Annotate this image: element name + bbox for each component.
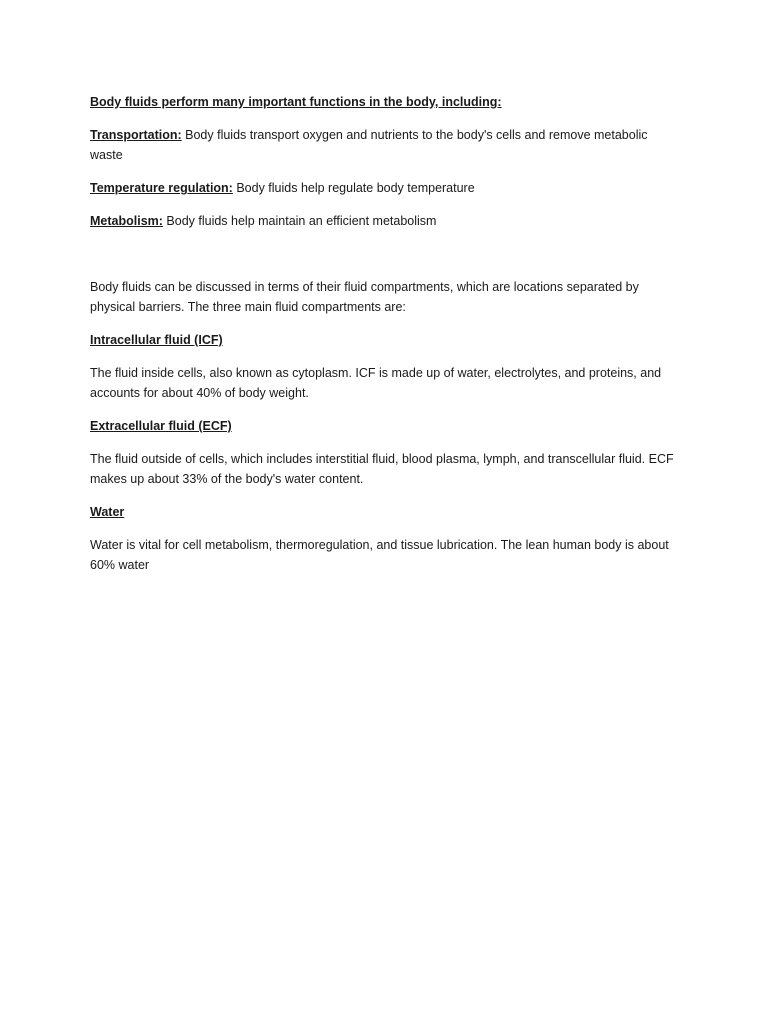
function-temperature-regulation bbox=[90, 178, 680, 198]
spacer bbox=[90, 244, 680, 277]
compartments-intro: Body fluids can be discussed in terms of their fluid compartments, which are locations separated by physical barriers. The three main fluid compartments are: bbox=[90, 280, 639, 314]
section-heading-ecf: Extracellular fluid (ECF) bbox=[90, 419, 232, 433]
function-term: Temperature regulation: bbox=[90, 181, 233, 195]
function-text: Body fluids help regulate body temperature bbox=[232, 181, 475, 195]
function-transportation bbox=[90, 125, 680, 165]
function-text: Body fluids transport oxygen and nutrients to the body's cells and remove metabolic waste bbox=[90, 128, 648, 162]
intro-heading: Body fluids perform many important functions in the body, including: bbox=[90, 95, 502, 109]
section-heading-icf: Intracellular fluid (ICF) bbox=[90, 333, 223, 347]
function-metabolism bbox=[90, 211, 680, 231]
function-term: Transportation: bbox=[90, 128, 182, 142]
document-page bbox=[90, 92, 680, 588]
function-term: Metabolism: bbox=[90, 214, 163, 228]
function-text: Body fluids help maintain an efficient metabolism bbox=[162, 214, 437, 228]
section-heading-water: Water bbox=[90, 505, 125, 519]
section-body-ecf: The fluid outside of cells, which includes interstitial fluid, blood plasma, lymph, and transcellular fluid. ECF makes up about 33% of the body's water content. bbox=[90, 452, 674, 486]
section-body-icf: The fluid inside cells, also known as cytoplasm. ICF is made up of water, electrolytes, and proteins, and accounts for about 40% of body weight. bbox=[90, 366, 662, 400]
section-body-water: Water is vital for cell metabolism, thermoregulation, and tissue lubrication. The lean human body is about 60% water bbox=[90, 538, 669, 572]
